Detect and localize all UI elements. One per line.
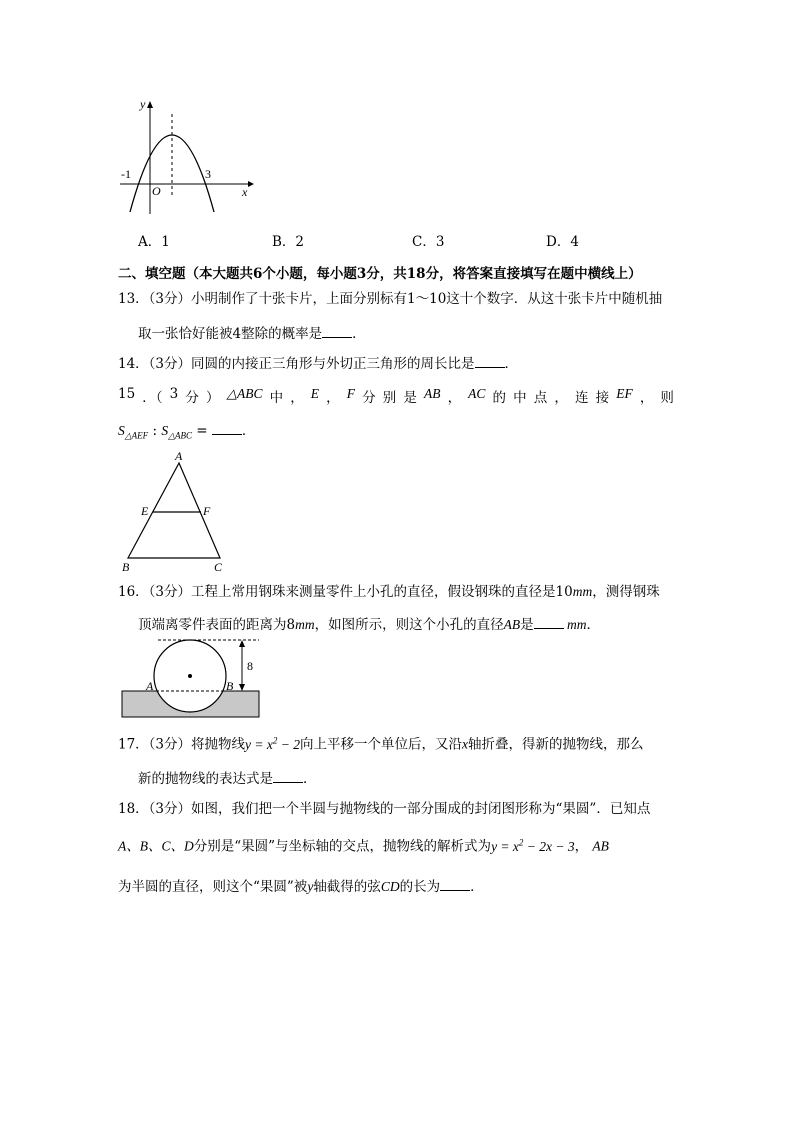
q16-steel-ball-figure	[118, 634, 264, 720]
q15-token: 点	[533, 390, 548, 406]
x-axis-label: x	[242, 185, 248, 199]
q18-text: 为半圆的直径，则这个“果圆”被	[118, 879, 308, 895]
q14-answer-blank	[475, 355, 505, 368]
q15-token: 则	[660, 390, 674, 406]
y-axis-label: y	[140, 97, 146, 111]
height-label: 8	[247, 659, 253, 673]
q18-text: 轴截得的弦	[313, 879, 381, 895]
q17-text: 轴折叠，得新的抛物线，那么	[468, 736, 644, 753]
origin-label: O	[152, 184, 161, 198]
q13-line-2: 取一张恰好能被4整除的概率是 ．	[138, 326, 366, 342]
segment-ab: AB	[503, 617, 521, 632]
q18-equation: $y = x^2 - 2x - 3$	[491, 837, 575, 854]
y-axis-arrow	[147, 101, 153, 108]
q15-token: ）	[205, 390, 220, 406]
q15-answer-blank	[212, 422, 242, 435]
q16-text: 16．（3分）工程上常用钢珠来测量零件上小孔的直径，假设钢珠的直径是10	[118, 584, 573, 600]
q15-token: ，	[554, 390, 568, 406]
q13-answer-blank	[322, 325, 352, 338]
option-c: C．3	[412, 234, 445, 250]
q18-line-3: 为半圆的直径，则这个“果圆”被y轴截得的弦CD的长为 ．	[118, 879, 484, 895]
q15-token: ，	[639, 390, 654, 406]
label-c: C	[214, 560, 223, 574]
q15-token: EF	[616, 386, 633, 401]
area-subscript: △ABC	[168, 430, 192, 441]
q16-line-2: 顶端离零件表面的距离为8mm，如图所示，则这个小孔的直径AB是 mm．	[138, 617, 600, 633]
unit-mm: mm	[295, 617, 315, 632]
q15-token: AC	[468, 386, 486, 401]
q15-token: 接	[595, 390, 610, 406]
points-abcd: A、B、C、D	[118, 838, 194, 854]
q15-token: AB	[423, 386, 441, 401]
q17-text: 17．（3分）将抛物线	[118, 736, 246, 753]
section-title: 二、填空题（本大题共6个小题，每小题3分，共18分，将答案直接填写在题中横线上）	[118, 266, 642, 282]
q15-token: 是	[403, 390, 417, 406]
q18-text: 分别是“果圆”与坐标轴的交点，抛物线的解析式为	[193, 838, 492, 855]
q16-line-1	[118, 585, 660, 600]
segment-ab: AB	[592, 838, 609, 854]
q18-line-2: A、B、C、D分别是“果圆”与坐标轴的交点，抛物线的解析式为$y = x^2 - 2x - 3$， AB	[118, 837, 609, 855]
q15-token: 15	[118, 386, 136, 402]
q16-text-tail: ，测得钢珠	[592, 584, 660, 600]
x-axis-arrow	[248, 181, 254, 187]
unit-mm: mm	[566, 617, 587, 632]
q18-answer-blank	[440, 878, 470, 891]
area-subscript: △AEF	[124, 430, 149, 441]
q15-token: 分	[185, 390, 199, 406]
q15-line-1	[118, 386, 674, 406]
q16-answer-blank	[534, 616, 564, 629]
q15-token: E	[310, 386, 320, 401]
label-e: E	[141, 504, 149, 518]
q15-token: 的	[492, 390, 507, 406]
label-a: A	[146, 679, 154, 693]
q13-line-1: 13．（3分）小明制作了十张卡片，上面分别标有1～10这十个数字．从这十张卡片中随机抽	[118, 291, 663, 307]
option-d: D．4	[546, 234, 579, 250]
q15-token: 别	[382, 390, 397, 406]
label-a: A	[175, 449, 183, 463]
axis-x: x	[462, 736, 468, 752]
label-b: B	[122, 560, 130, 574]
q17-answer-blank	[273, 770, 303, 783]
q15-token: F	[346, 386, 356, 401]
ball-center	[188, 674, 192, 678]
q18-text: 的长为	[399, 879, 441, 895]
equals-sign: =	[191, 423, 212, 439]
q14-line-1: 14．（3分）同圆的内接正三角形与外切正三角形的周长比是 ．	[118, 356, 519, 372]
q17-equation: $y = x^2 - 2$	[245, 735, 300, 752]
q15-token: ，	[326, 390, 340, 406]
label-b: B	[226, 679, 234, 693]
q15-token: △ABC	[226, 386, 263, 401]
q17-line-2: 新的抛物线的表达式是 ．	[138, 771, 317, 787]
chord-cd: CD	[380, 879, 400, 894]
q17-line-1	[118, 736, 644, 752]
q16-text: ，如图所示，则这个小孔的直径	[314, 617, 504, 633]
ratio-colon: :	[148, 423, 162, 439]
area-symbol: S	[161, 423, 169, 438]
area-symbol: S	[118, 423, 125, 438]
unit-mm: mm	[572, 584, 593, 599]
height-arrow-down	[239, 684, 245, 691]
q15-token: ，	[290, 390, 304, 406]
q16-text: 顶端离零件表面的距离为8	[138, 617, 296, 633]
q12-parabola-graph	[118, 96, 258, 220]
axis-y: y	[307, 879, 314, 894]
left-root-label: -1	[121, 167, 131, 181]
option-a: A．1	[138, 234, 170, 250]
q15-token: 中	[513, 390, 527, 406]
q18-line-1: 18．（3分）如图，我们把一个半圆与抛物线的一部分围成的封闭图形称为“果圆”．已知点	[118, 801, 651, 817]
q15-token: ，	[447, 390, 462, 406]
q15-line-2: $S_{\triangle AEF}$ : $S_{\triangle ABC}$ = ．	[118, 423, 256, 441]
q15-token: 3	[169, 386, 179, 402]
q16-text: 是	[520, 617, 534, 633]
q13-text: 取一张恰好能被4整除的概率是	[138, 326, 323, 342]
q14-text: 14．（3分）同圆的内接正三角形与外切正三角形的周长比是	[118, 356, 475, 372]
q15-triangle-figure	[116, 446, 236, 574]
q17-text: 向上平移一个单位后，又沿	[300, 736, 462, 753]
height-arrow-up	[239, 640, 245, 647]
q15-token: 连	[574, 390, 589, 406]
right-root-label: 3	[205, 167, 211, 181]
q15-token: 分	[362, 390, 376, 406]
q17-text: 新的抛物线的表达式是	[138, 771, 273, 787]
label-f: F	[203, 504, 211, 518]
q15-token: ．（	[142, 390, 163, 406]
q15-token: 中	[269, 390, 284, 406]
option-b: B．2	[272, 234, 305, 250]
